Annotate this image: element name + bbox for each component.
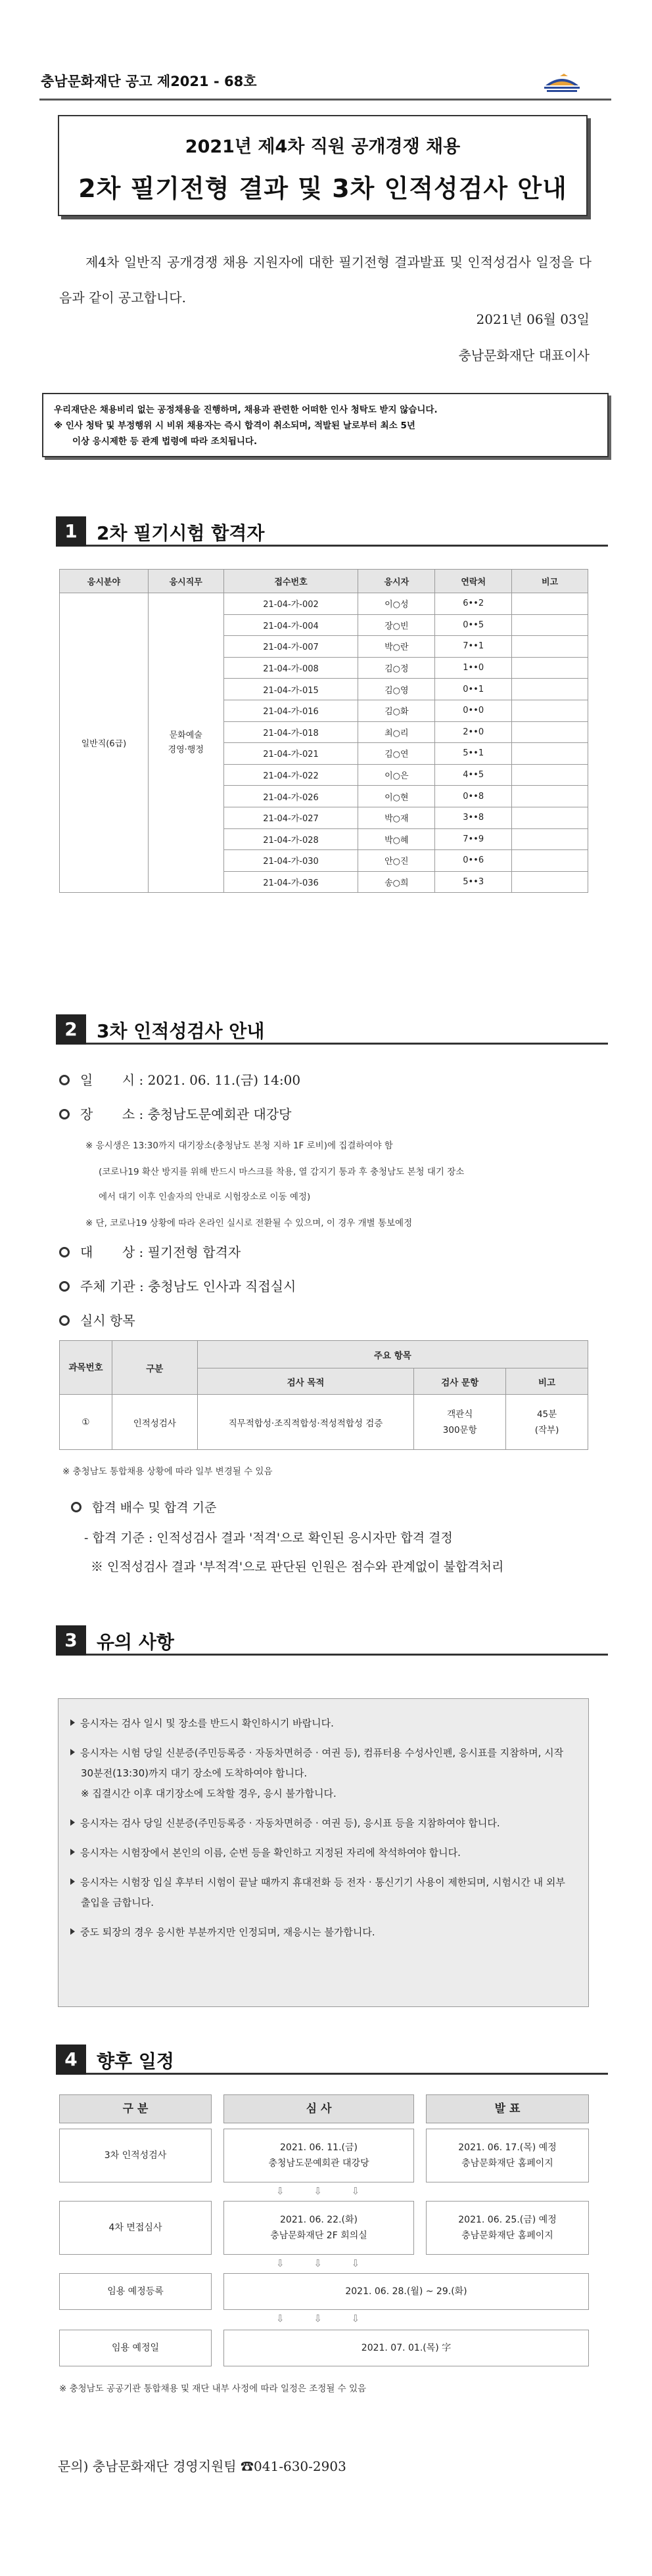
section-4-number: 4 xyxy=(56,2045,86,2075)
reg-no-cell: 21-04-가-021 xyxy=(223,743,358,765)
tel-cell: 0••0 xyxy=(435,700,512,721)
name-cell: 장○빈 xyxy=(358,614,435,636)
col-name: 응시자 xyxy=(358,570,435,593)
caution-box xyxy=(58,1698,589,2007)
section-2-number: 2 xyxy=(56,1014,86,1045)
name-cell: 박○란 xyxy=(358,636,435,658)
section-4-header xyxy=(56,2045,608,2075)
tel-cell: 0••5 xyxy=(435,614,512,636)
tel-cell: 7••1 xyxy=(435,636,512,658)
tel-cell: 0••1 xyxy=(435,679,512,700)
exam-host: 주체 기관 : 충청남도 인사과 직접실시 xyxy=(59,1276,296,1295)
tel-cell: 5••1 xyxy=(435,743,512,765)
row-count: 객관식 300문항 xyxy=(414,1395,506,1450)
tel-cell: 1••0 xyxy=(435,657,512,679)
col-job: 응시직무 xyxy=(148,570,223,593)
arrow-bullet-icon xyxy=(70,1749,75,1755)
circle-bullet-icon xyxy=(71,1502,82,1512)
exam-place: 장 소 : 충청남도문예회관 대강당 xyxy=(59,1104,291,1123)
online-note: ※ 단, 코로나19 상황에 따라 온라인 실시로 전환될 수 있으며, 이 경우 개별 통보예정 xyxy=(85,1218,413,1229)
section-2-title: 3차 인적성검사 안내 xyxy=(97,1020,265,1042)
caution-item: 중도 퇴장의 경우 응시한 부분까지만 인정되며, 재응시는 불가합니다. xyxy=(70,1922,576,1943)
col-remark: 비고 xyxy=(506,1368,588,1395)
header-rule xyxy=(39,99,611,101)
sched-head-announce: 발 표 xyxy=(426,2094,589,2123)
name-cell: 이○은 xyxy=(358,764,435,786)
criteria-fail: ※ 인적성검사 결과 '부적격'으로 판단된 인원은 점수와 관계없이 불합격처리 xyxy=(91,1560,504,1574)
note-cell xyxy=(512,871,588,893)
section-2-header xyxy=(56,1014,608,1045)
note-cell xyxy=(512,764,588,786)
row-subject-no: ① xyxy=(60,1395,112,1450)
tel-cell: 7••9 xyxy=(435,828,512,850)
sched-r2-label: 4차 면접심사 xyxy=(59,2201,212,2255)
criteria-title: 합격 배수 및 합격 기준 xyxy=(71,1498,216,1516)
arrow-bullet-icon xyxy=(70,1878,75,1885)
reg-no-cell: 21-04-가-015 xyxy=(223,679,358,700)
sched-head-exam: 심 사 xyxy=(223,2094,414,2123)
tel-cell: 3••8 xyxy=(435,807,512,828)
reg-no-cell: 21-04-가-002 xyxy=(223,593,358,615)
note-cell xyxy=(512,679,588,700)
tel-cell: 0••6 xyxy=(435,850,512,872)
title-line-2: 2차 필기전형 결과 및 3차 인적성검사 안내 xyxy=(78,174,567,203)
contact-info: 문의) 충남문화재단 경영지원팀 ☎041-630-2903 xyxy=(58,2458,346,2474)
down-arrows-icon: ⇩ ⇩ ⇩ xyxy=(276,2313,373,2324)
warning-line-3: 이상 응시제한 등 관계 법령에 따라 조치됩니다. xyxy=(72,436,258,447)
assembly-note-3: 에서 대기 이후 인솔자의 안내로 시험장소로 이동 예정) xyxy=(99,1192,311,1202)
section-3-header xyxy=(56,1625,608,1656)
note-cell xyxy=(512,807,588,828)
note-cell xyxy=(512,700,588,721)
sched-r1-announce: 2021. 06. 17.(목) 예정 충남문화재단 홈페이지 xyxy=(426,2129,589,2182)
circle-bullet-icon xyxy=(59,1109,70,1119)
reg-no-cell: 21-04-가-007 xyxy=(223,636,358,658)
arrow-bullet-icon xyxy=(70,1849,75,1855)
name-cell: 김○화 xyxy=(358,700,435,721)
name-cell: 박○재 xyxy=(358,807,435,828)
sched-r3-label: 임용 예정등록 xyxy=(59,2273,212,2310)
section-4-title: 향후 일정 xyxy=(97,2050,174,2072)
assembly-note-2: (코로나19 확산 방지를 위해 반드시 마스크를 착용, 열 감지기 통과 후 충청남도 본청 대기 장소 xyxy=(99,1167,465,1177)
caution-subnote: ※ 집결시간 이후 대기장소에 도착할 경우, 응시 불가합니다. xyxy=(81,1788,337,1799)
name-cell: 김○정 xyxy=(358,657,435,679)
section-1-title: 2차 필기시험 합격자 xyxy=(97,522,265,544)
notice-number: 충남문화재단 공고 제2021 - 68호 xyxy=(41,74,257,89)
section-3-number: 3 xyxy=(56,1625,86,1656)
table-change-note: ※ 충청남도 통합채용 상황에 따라 일부 변경될 수 있음 xyxy=(62,1466,273,1477)
section-3-title: 유의 사항 xyxy=(97,1631,174,1653)
section-1-number: 1 xyxy=(56,516,86,547)
job-cell: 문화예술 경영·행정 xyxy=(148,593,223,893)
name-cell: 이○성 xyxy=(358,593,435,615)
sched-r2-announce: 2021. 06. 25.(금) 예정 충남문화재단 홈페이지 xyxy=(426,2201,589,2255)
note-cell xyxy=(512,850,588,872)
sched-r3-value: 2021. 06. 28.(월) ~ 29.(화) xyxy=(223,2273,589,2310)
reg-no-cell: 21-04-가-022 xyxy=(223,764,358,786)
name-cell: 송○희 xyxy=(358,871,435,893)
col-tel: 연락처 xyxy=(435,570,512,593)
assembly-note-1: ※ 응시생은 13:30까지 대기장소(충청남도 본청 지하 1F 로비)에 집결하여야 함 xyxy=(85,1141,393,1151)
note-cell xyxy=(512,636,588,658)
warning-line-2: ※ 인사 청탁 및 부정행위 시 비위 채용자는 즉시 합격이 취소되며, 적발된 날로부터 최소 5년 xyxy=(54,420,415,431)
note-cell xyxy=(512,828,588,850)
sched-r2-exam: 2021. 06. 22.(화) 충남문화재단 2F 회의실 xyxy=(223,2201,414,2255)
col-subject-no: 과목번호 xyxy=(60,1341,112,1395)
reg-no-cell: 21-04-가-036 xyxy=(223,871,358,893)
reg-no-cell: 21-04-가-004 xyxy=(223,614,358,636)
tel-cell: 2••0 xyxy=(435,721,512,743)
name-cell: 안○진 xyxy=(358,850,435,872)
table-row xyxy=(60,593,588,615)
reg-no-cell: 21-04-가-030 xyxy=(223,850,358,872)
notice-date: 2021년 06월 03일 xyxy=(476,311,590,327)
reg-no-cell: 21-04-가-028 xyxy=(223,828,358,850)
section-1-header xyxy=(56,516,608,547)
row-purpose: 직무적합성·조직적합성·적성적합성 검증 xyxy=(197,1395,414,1450)
col-reg-no: 접수번호 xyxy=(223,570,358,593)
sched-r1-label: 3차 인적성검사 xyxy=(59,2129,212,2182)
down-arrows-icon: ⇩ ⇩ ⇩ xyxy=(276,2257,373,2269)
exam-target: 대 상 : 필기전형 합격자 xyxy=(59,1242,241,1261)
down-arrows-icon: ⇩ ⇩ ⇩ xyxy=(276,2185,373,2197)
circle-bullet-icon xyxy=(59,1281,70,1292)
name-cell: 최○리 xyxy=(358,721,435,743)
col-purpose: 검사 목적 xyxy=(197,1368,414,1395)
name-cell: 박○혜 xyxy=(358,828,435,850)
caution-item: 응시자는 시험장 입실 후부터 시험이 끝날 때까지 휴대전화 등 전자 · 통신기기 사용이 제한되며, 시험시간 내 외부 출입을 금합니다. xyxy=(70,1872,576,1913)
tel-cell: 6••2 xyxy=(435,593,512,615)
reg-no-cell: 21-04-가-027 xyxy=(223,807,358,828)
note-cell xyxy=(512,743,588,765)
tel-cell: 5••3 xyxy=(435,871,512,893)
exam-datetime: 일 시 : 2021. 06. 11.(금) 14:00 xyxy=(59,1070,300,1089)
row-remark: 45분 (작부) xyxy=(506,1395,588,1450)
circle-bullet-icon xyxy=(59,1075,70,1085)
sched-r4-value: 2021. 07. 01.(목) 字 xyxy=(223,2330,589,2366)
sched-r1-exam: 2021. 06. 11.(금) 충청남도문예회관 대강당 xyxy=(223,2129,414,2182)
caution-item: 응시자는 검사 당일 신분증(주민등록증 · 자동차면허증 · 여권 등), 응시표 등을 지참하여야 합니다. xyxy=(70,1813,576,1834)
col-field: 응시분야 xyxy=(60,570,149,593)
reg-no-cell: 21-04-가-008 xyxy=(223,657,358,679)
tel-cell: 0••8 xyxy=(435,786,512,807)
col-note: 비고 xyxy=(512,570,588,593)
passers-table xyxy=(59,569,588,893)
caution-item: 응시자는 시험 당일 신분증(주민등록증 · 자동차면허증 · 여권 등), 컴퓨터용 수성사인펜, 응시표를 지참하며, 시작 30분전(13:30)까지 대기 장소에 도착하여야 합니다. xyxy=(70,1743,576,1784)
warning-line-1: 우리재단은 채용비리 없는 공정채용을 진행하며, 채용과 관련한 어떠한 인사 청탁도 받지 않습니다. xyxy=(54,405,438,415)
title-line-1: 2021년 제4차 직원 공개경쟁 채용 xyxy=(185,137,461,157)
col-division: 구분 xyxy=(112,1341,197,1395)
foundation-logo xyxy=(526,71,598,97)
exam-items: 실시 항목 xyxy=(59,1310,135,1329)
row-division: 인적성검사 xyxy=(112,1395,197,1450)
note-cell xyxy=(512,657,588,679)
name-cell: 김○영 xyxy=(358,679,435,700)
reg-no-cell: 21-04-가-018 xyxy=(223,721,358,743)
arrow-bullet-icon xyxy=(70,1719,75,1726)
name-cell: 이○현 xyxy=(358,786,435,807)
fair-hiring-warning xyxy=(42,393,609,457)
circle-bullet-icon xyxy=(59,1247,70,1257)
exam-items-table xyxy=(59,1340,588,1450)
reg-no-cell: 21-04-가-016 xyxy=(223,700,358,721)
note-cell xyxy=(512,593,588,615)
note-cell xyxy=(512,786,588,807)
circle-bullet-icon xyxy=(59,1315,70,1326)
name-cell: 김○연 xyxy=(358,743,435,765)
reg-no-cell: 21-04-가-026 xyxy=(223,786,358,807)
caution-item: 응시자는 검사 일시 및 장소를 반드시 확인하시기 바랍니다. xyxy=(70,1713,576,1734)
sched-head-division: 구 분 xyxy=(59,2094,212,2123)
col-count: 검사 문항 xyxy=(414,1368,506,1395)
schedule-change-note: ※ 충청남도 공공기관 통합채용 및 재단 내부 사정에 따라 일정은 조정될 수 있음 xyxy=(59,2384,367,2394)
sched-r4-label: 임용 예정일 xyxy=(59,2330,212,2366)
issuer: 충남문화재단 대표이사 xyxy=(458,348,590,363)
arrow-bullet-icon xyxy=(70,1928,75,1935)
title-box xyxy=(58,115,588,216)
note-cell xyxy=(512,721,588,743)
arrow-bullet-icon xyxy=(70,1819,75,1826)
col-main-items: 주요 항목 xyxy=(197,1341,588,1368)
intro-paragraph: 제4차 일반직 공개경쟁 채용 지원자에 대한 필기전형 결과발표 및 인적성검사 일정을 다음과 같이 공고합니다. xyxy=(59,254,592,305)
field-cell: 일반직(6급) xyxy=(60,593,149,893)
caution-item: 응시자는 시험장에서 본인의 이름, 순번 등을 확인하고 지정된 자리에 착석하여야 합니다. xyxy=(70,1843,576,1863)
note-cell xyxy=(512,614,588,636)
criteria-pass: - 합격 기준 : 인적성검사 결과 '적격'으로 확인된 응시자만 합격 결정 xyxy=(84,1531,453,1545)
tel-cell: 4••5 xyxy=(435,764,512,786)
